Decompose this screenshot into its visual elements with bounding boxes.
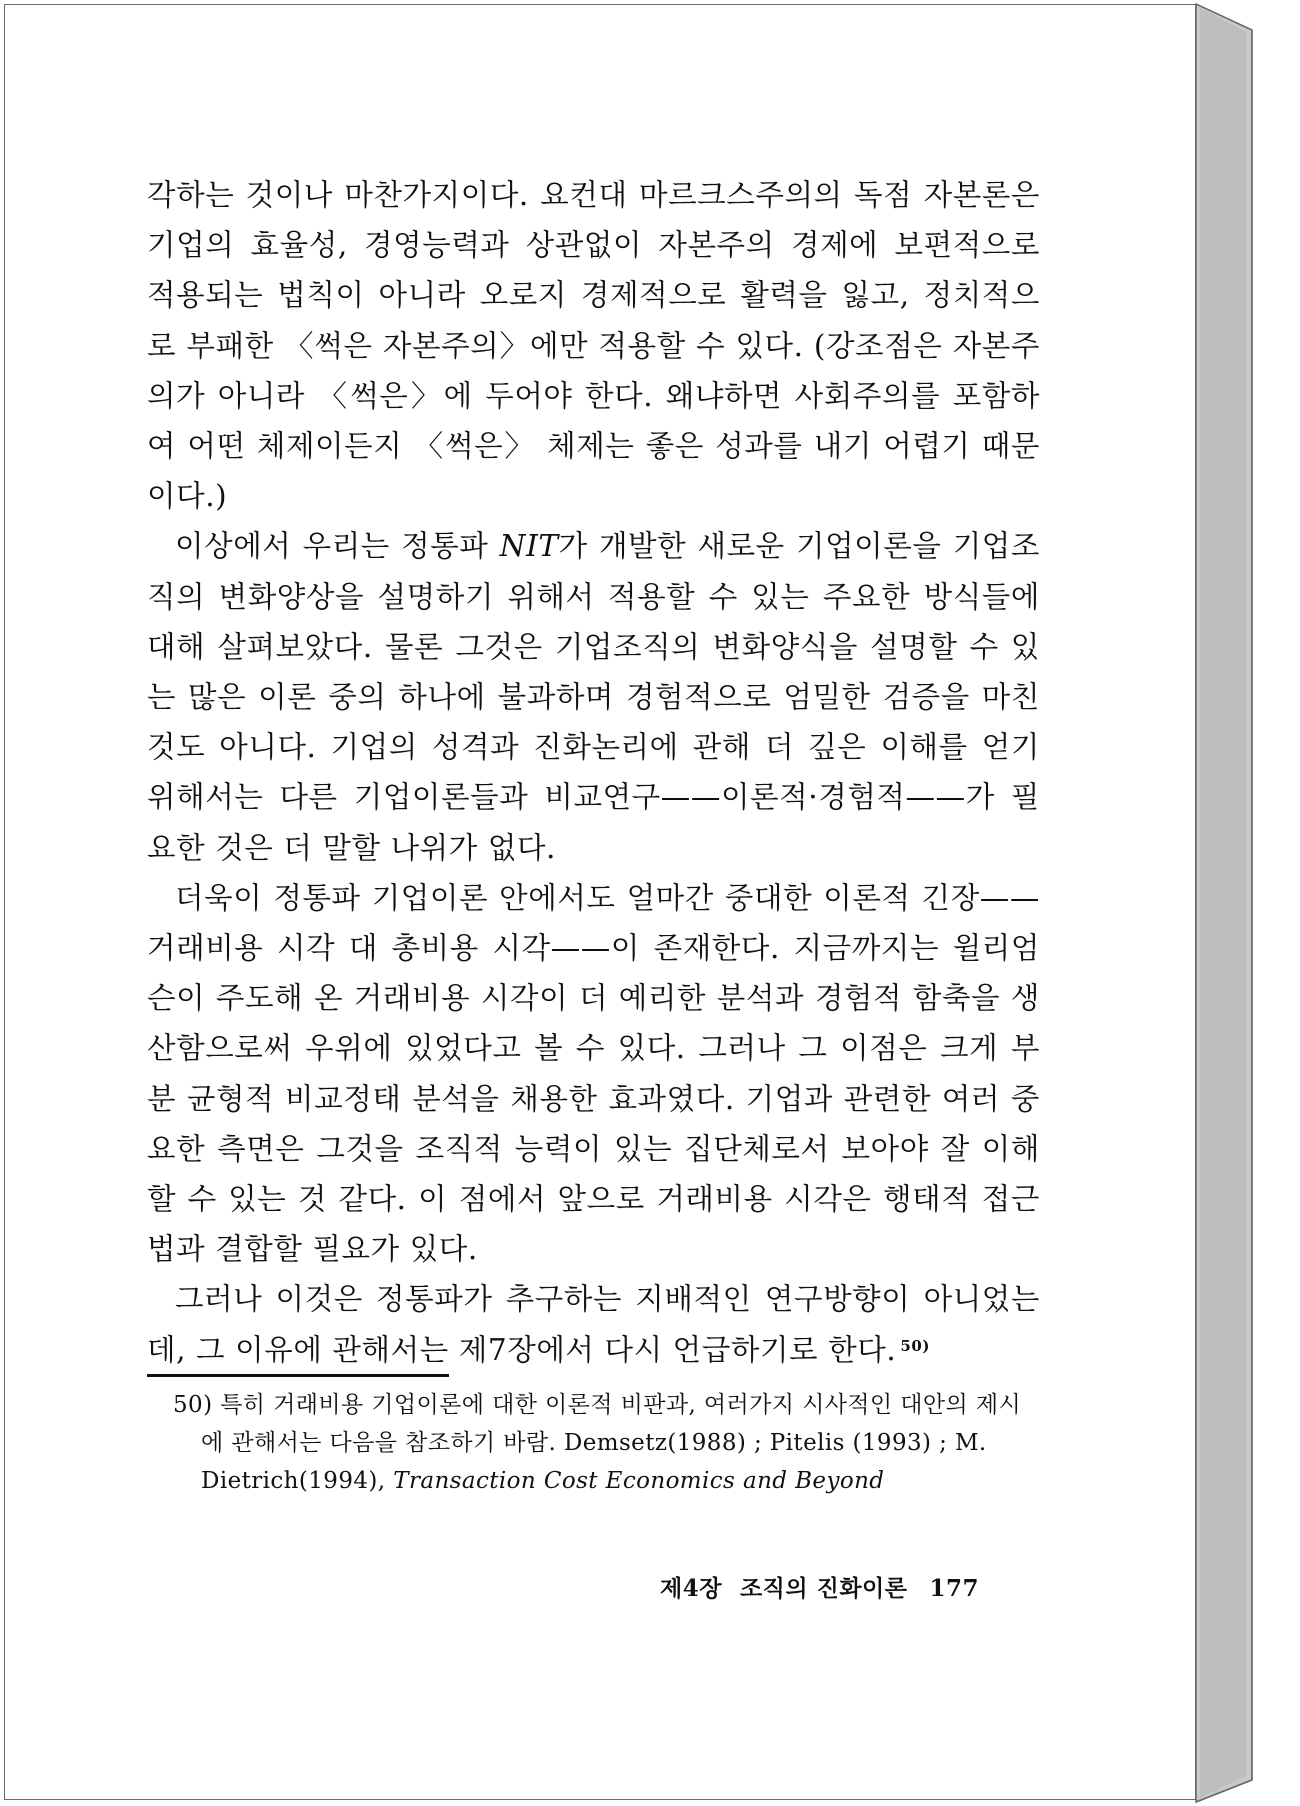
paragraph-3: 더욱이 정통파 기업이론 안에서도 얼마간 중대한 이론적 긴장——거래비용 시각 대 총비용 시각——이 존재한다. 지금까지는 윌리엄슨이 주도해 온 거래비용 시각이 더 예리한 분석과 경험적 함축을 생산함으로써 우위에 있었다고 볼 수 있다. 그러나 그 이점은 크게 부분 균형적 비교정태 분석을 채용한 효과였다. 기업과 관련한 여러 중요한 측면은 그것을 조직적 능력이 있는 집단체로서 보아야 잘 이해할 수 있는 것 같다. 이 점에서 앞으로 거래비용 시각은 행태적 접근법과 결합할 필요가 있다. bbox=[147, 880, 1040, 1267]
page-number: 177 bbox=[929, 1575, 980, 1602]
footnote-divider bbox=[147, 1374, 449, 1377]
paragraph-2-rest: 가 개발한 새로운 기업이론을 기업조직의 변화양상을 설명하기 위해서 적용할 수 있는 주요한 방식들에 대해 살펴보았다. 물론 그것은 기업조직의 변화양식을 설명할 수 있는 많은 이론 중의 하나에 불과하며 경험적으로 엄밀한 검증을 마친 것도 아니다. 기업의 성격과 진화논리에 관해 더 깊은 이해를 얻기 위해서는 다른 기업이론들과 비교연구——이론적·경험적——가 필요한 것은 더 말할 나위가 없다. bbox=[147, 529, 1040, 865]
footnote-book-title: Transaction Cost Economics and Beyond bbox=[393, 1468, 885, 1494]
footnote-number: 50) bbox=[173, 1392, 213, 1418]
footnote-body bbox=[147, 1386, 1040, 1500]
footnote-reference[interactable]: 50) bbox=[900, 1336, 931, 1355]
paragraph-2-start: 이상에서 우리는 정통파 bbox=[175, 529, 500, 564]
nit-abbrev: NIT bbox=[499, 529, 559, 564]
paragraph-1: 각하는 것이나 마찬가지이다. 요컨대 마르크스주의의 독점 자본론은 기업의 효율성, 경영능력과 상관없이 자본주의 경제에 보편적으로 적용되는 법칙이 아니라 오로지 경제적으로 활력을 잃고, 정치적으로 부패한 〈썩은 자본주의〉에만 적용할 수 있다. (강조점은 자본주의가 아니라 〈썩은〉에 두어야 한다. 왜냐하면 사회주의를 포함하여 어떤 체제이든지 〈썩은〉 체제는 좋은 성과를 내기 어렵기 때문이다.) bbox=[147, 178, 1040, 514]
footer-title: 조직의 진화이론 bbox=[739, 1575, 908, 1602]
paragraph-2 bbox=[147, 521, 1040, 872]
footnote-text: 특히 거래비용 기업이론에 대한 이론적 비판과, 여러가지 시사적인 대안의 제시에 관해서는 다음을 참조하기 바람. Demsetz(1988) ; Pitelis (1993) ; M. Dietrich(1994), bbox=[201, 1392, 1022, 1494]
body-text bbox=[147, 170, 1040, 1375]
footer-chapter: 제4장 bbox=[660, 1575, 722, 1602]
paragraph-4-text: 그러나 이것은 정통파가 추구하는 지배적인 연구방향이 아니었는데, 그 이유에 관해서는 제7장에서 다시 언급하기로 한다. bbox=[147, 1282, 1040, 1367]
running-footer bbox=[660, 1574, 1020, 1604]
paragraph-4 bbox=[147, 1274, 1040, 1374]
footnote-50 bbox=[147, 1386, 1040, 1500]
